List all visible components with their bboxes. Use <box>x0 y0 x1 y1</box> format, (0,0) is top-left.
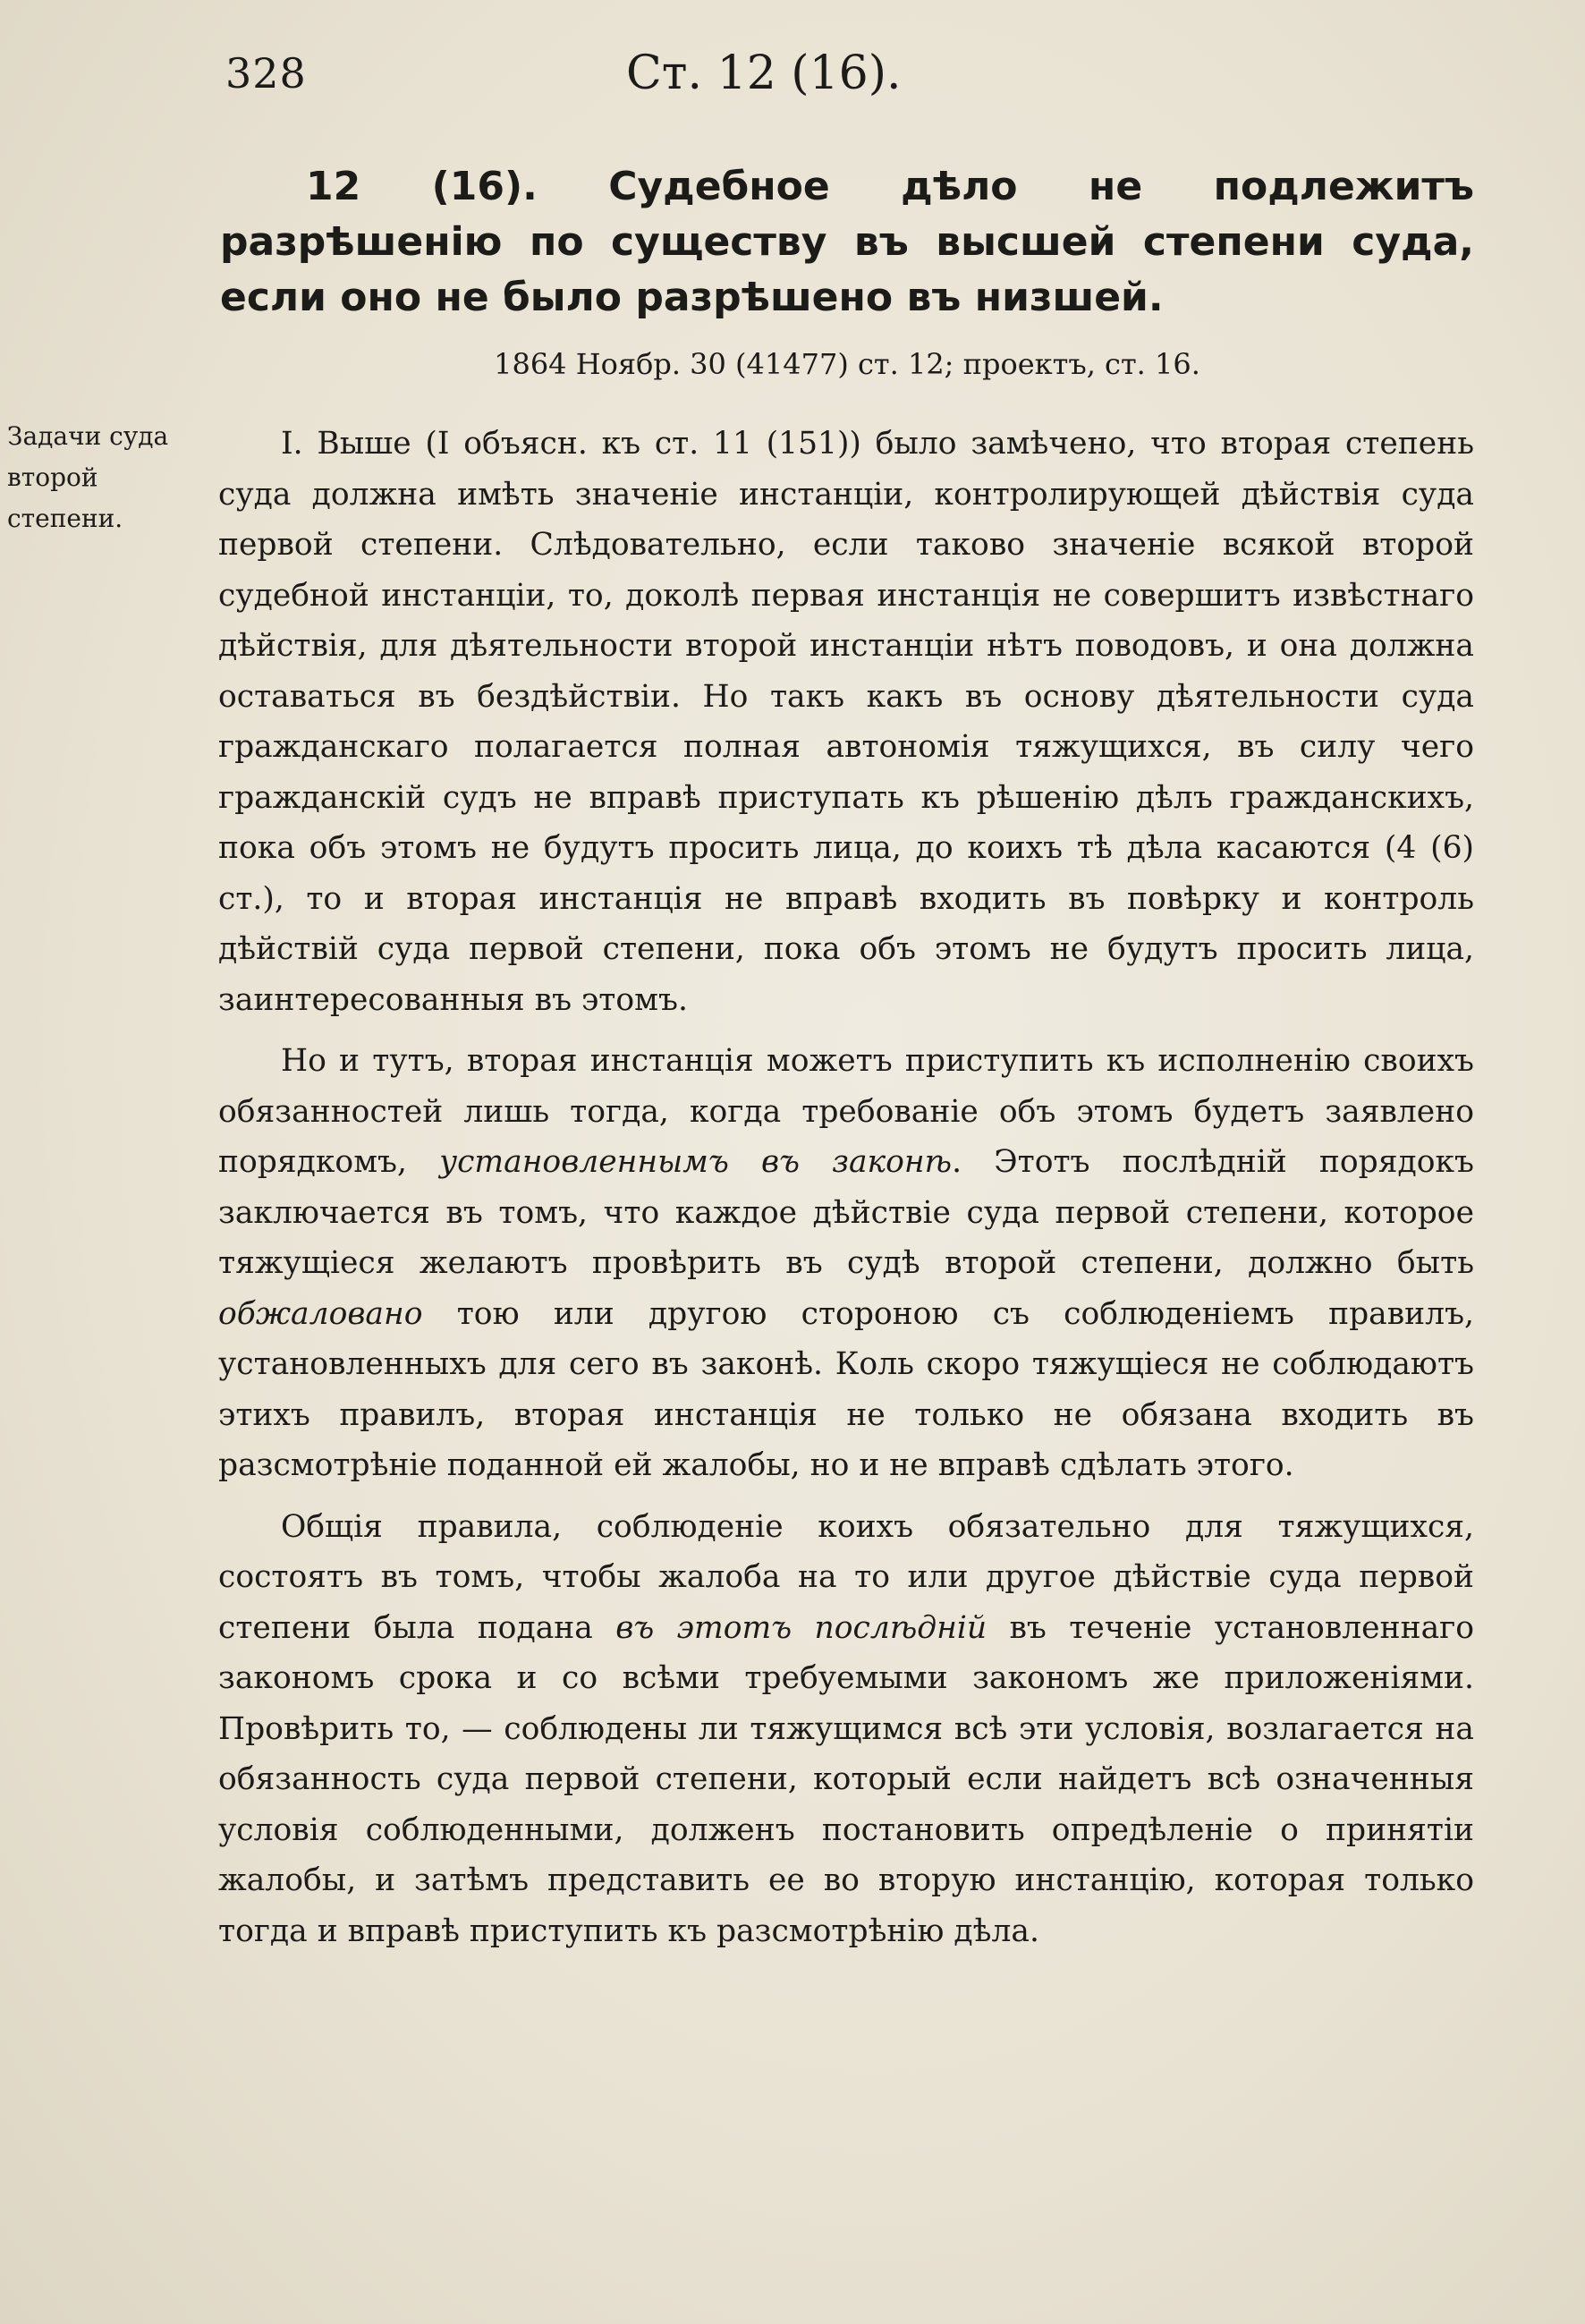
body-text <box>218 419 1474 1956</box>
source-citation: 1864 Ноябр. 30 (41477) ст. 12; проектъ, ст. 16. <box>494 347 1200 381</box>
page-number: 328 <box>225 49 307 98</box>
paragraph-3-text-a: Общія правила, соблюденіе коихъ обязательно для тяжущихся, состоятъ въ томъ, чтобы жалоба на то или другое дѣйствіе суда первой степени была подана <box>218 1508 1474 1646</box>
margin-note: Задачи суда второй степени. <box>7 421 169 533</box>
running-head: Ст. 12 (16). <box>626 47 902 100</box>
paragraph-2-text-c: тою или другою стороною съ соблюденіемъ правилъ, установленныхъ для сего въ законѣ. Коль скоро тяжущіеся не соблюдаютъ этихъ правилъ, вторая инстанція не только не обязана входить въ разсмотрѣніе поданной ей жалобы, но и не вправѣ сдѣлать этого. <box>218 1295 1474 1483</box>
paragraph-2 <box>218 1036 1474 1491</box>
paragraph-2-text-a: Но и тутъ, вторая инстанція можетъ приступить къ исполненію своихъ обязанностей лишь тогда, когда требованіе объ этомъ будетъ заявлено порядкомъ, <box>218 1043 1474 1180</box>
paragraph-2-text-b: . Этотъ послѣдній порядокъ заключается въ томъ, что каждое дѣйствіе суда первой степени, которое тяжущіеся желаютъ провѣрить въ судѣ второй степени, должно быть <box>218 1144 1475 1281</box>
paragraph-3-italic-1: въ этотъ послѣдній <box>615 1609 987 1646</box>
paragraph-2-italic-1: установленнымъ въ законѣ <box>439 1144 953 1180</box>
article-heading <box>220 159 1474 326</box>
paragraph-2-italic-2: обжаловано <box>218 1295 423 1332</box>
paragraph-3 <box>218 1502 1474 1957</box>
paragraph-3-text-b: въ теченіе установленнаго закономъ срока и со всѣми требуемыми закономъ же приложеніями. Провѣрить то, — соблюдены ли тяжущимся всѣ эти условія, возлагается на обязанность суда первой степени, который если найдетъ всѣ означенныя условія соблюденными, долженъ постановить опредѣленіе о принятіи жалобы, и затѣмъ представить ее во вторую инстанцію, которая только тогда и вправѣ приступить къ разсмотрѣнію дѣла. <box>218 1609 1474 1949</box>
paragraph-1: I. Выше (I объясн. къ ст. 11 (151)) было замѣчено, что вторая степень суда должна имѣть значеніе инстанціи, контролирующей дѣйствія суда первой степени. Слѣдовательно, если таково значеніе всякой второй судебной инстанціи, то, доколѣ первая инстанція не совершитъ извѣстнаго дѣйствія, для дѣятельности второй инстанціи нѣтъ поводовъ, и она должна оставаться въ бездѣйствіи. Но такъ какъ въ основу дѣятельности суда гражданскаго полагается полная автономія тяжущихся, въ силу чего гражданскій судъ не вправѣ приступать къ рѣшенію дѣлъ гражданскихъ, пока объ этомъ не будутъ просить лица, до коихъ тѣ дѣла касаются (4 (6) ст.), то и вторая инстанція не вправѣ входить въ повѣрку и контроль дѣйствій суда первой степени, пока объ этомъ не будутъ просить лица, заинтересованныя въ этомъ. <box>218 426 1474 1018</box>
article-heading-text: 12 (16). Судебное дѣло не подлежитъ разрѣшенію по существу въ высшей степени суда, если оно не было разрѣшено въ низшей. <box>220 164 1474 320</box>
